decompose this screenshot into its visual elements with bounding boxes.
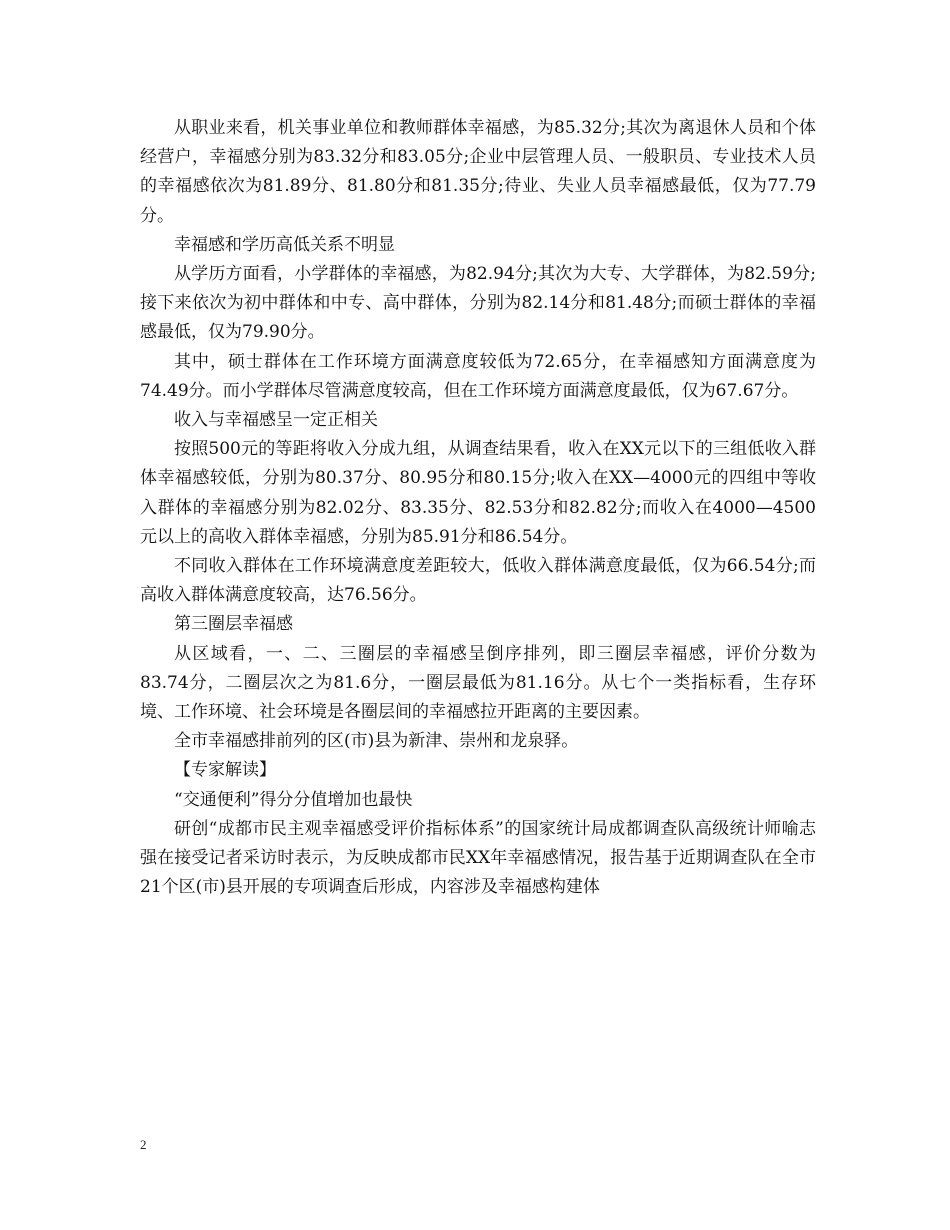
subheading-income: 收入与幸福感呈一定正相关 [174,410,378,431]
subheading-expert: 【专家解读】 [174,760,276,781]
paragraph-occupation: 从职业来看，机关事业单位和教师群体幸福感，为85.32分;其次为离退休人员和个体经营户，幸福感分别为83.32分和83.05分;企业中层管理人员、一般职员、专业技术人员的幸福感依次为81.89分、81.80分和81.35分;待业、失业人员幸福感最低，仅为77.79分。 [140,118,816,226]
subheading-education: 幸福感和学历高低关系不明显 [174,234,395,255]
document-body [140,114,816,902]
paragraph-income-groups: 按照500元的等距将收入分成九组，从调查结果看，收入在XX元以下的三组低收入群体幸福感较低，分别为80.37分、80.95分和80.15分;收入在XX—4000元的四组中等收入群体的幸福感分别为82.02分、83.35分、82.53分和82.82分;而收入在4000—4500元以上的高收入群体幸福感，分别为85.91分和86.54分。 [140,439,816,547]
paragraph-master-group: 其中，硕士群体在工作环境方面满意度较低为72.65分，在幸福感知方面满意度为74.49分。而小学群体尽管满意度较高，但在工作环境方面满意度最低，仅为67.67分。 [140,351,816,401]
paragraph-top-districts: 全市幸福感排前列的区(市)县为新津、崇州和龙泉驿。 [174,731,579,752]
paragraph-expert-intro: 研创“成都市民主观幸福感受评价指标体系”的国家统计局成都调查队高级统计师喻志强在接受记者采访时表示，为反映成都市民XX年幸福感情况，报告基于近期调查队在全市21个区(市)县开展的专项调查后形成，内容涉及幸福感构建体 [140,818,816,898]
subheading-third-circle: 第三圈层幸福感 [174,614,293,635]
paragraph-education: 从学历方面看，小学群体的幸福感，为82.94分;其次为大专、大学群体，为82.59分;接下来依次为初中群体和中专、高中群体，分别为82.14分和81.48分;而硕士群体的幸福感最低，仅为79.90分。 [140,264,816,343]
subheading-transport: “交通便利”得分分值增加也最快 [174,789,413,810]
paragraph-income-satisfaction: 不同收入群体在工作环境满意度差距较大，低收入群体满意度最低，仅为66.54分;而高收入群体满意度较高，达76.56分。 [140,556,816,606]
page-number: 2 [140,1137,147,1152]
paragraph-region: 从区域看，一、二、三圈层的幸福感呈倒序排列，即三圈层幸福感，评价分数为83.74分，二圈层次之为81.6分，一圈层最低为81.16分。从七个一类指标看，生存环境、工作环境、社会环境是各圈层间的幸福感拉开距离的主要因素。 [140,643,816,723]
